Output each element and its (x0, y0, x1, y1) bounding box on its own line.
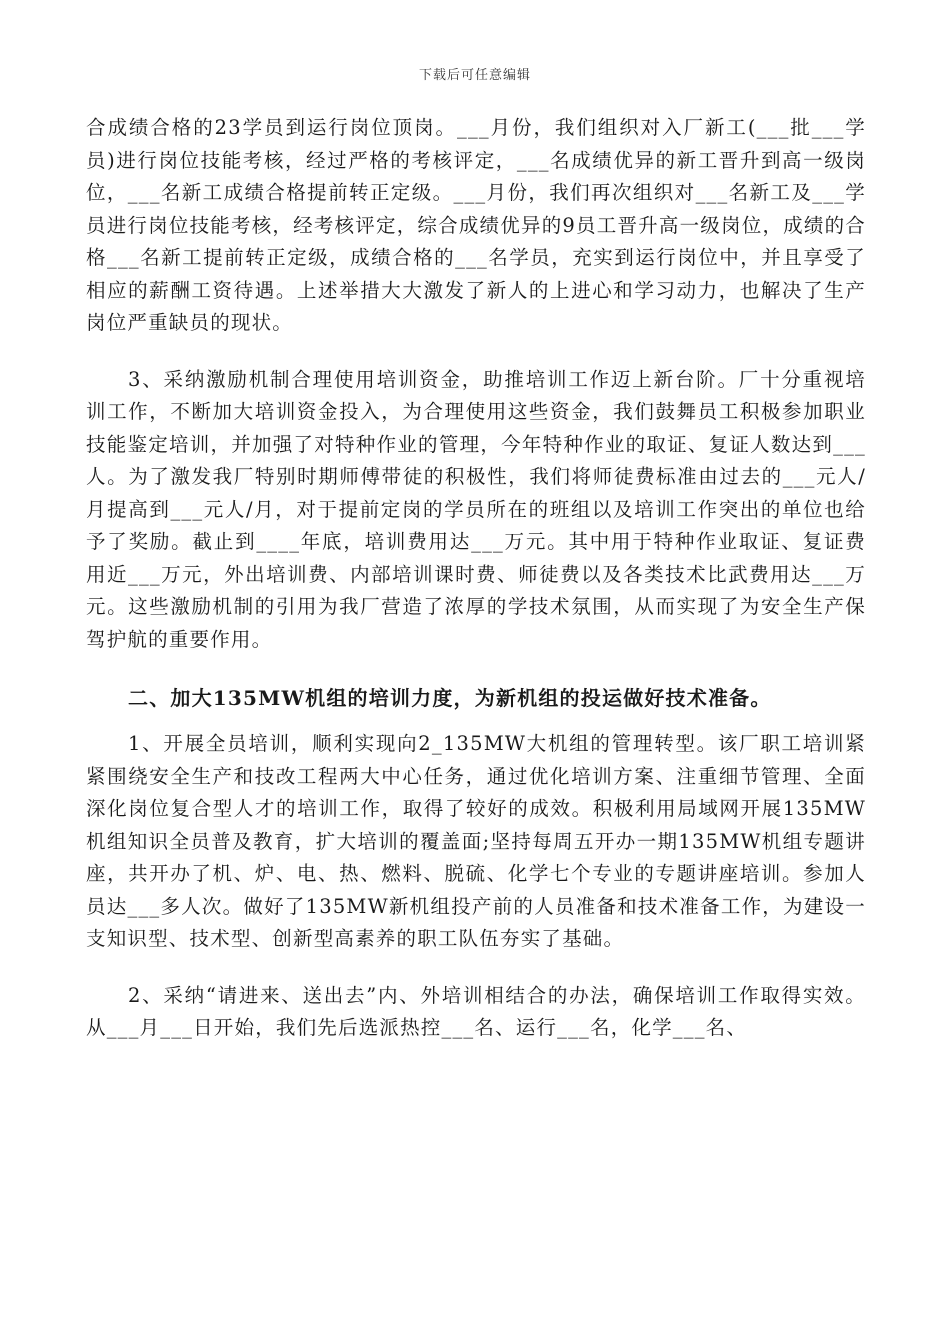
paragraph-continuation: 合成绩合格的23学员到运行岗位顶岗。___月份，我们组织对入厂新工(___批___学员)进行岗位技能考核，经过严格的考核评定，___名成绩优异的新工晋升到高一级岗位，___名新工成绩合格提前转正定级。___月份，我们再次组织对___名新工及___学员进行岗位技能考核，经考核评定，综合成绩优异的9员工晋升高一级岗位，成绩的合格___名新工提前转正定级，成绩合格的___名学员，充实到运行岗位中，并且享受了相应的薪酬工资待遇。上述举措大大激发了新人的上进心和学习动力，也解决了生产岗位严重缺员的现状。 (86, 116, 866, 334)
paragraph-internal-external-training: 2、采纳“请进来、送出去”内、外培训相结合的办法，确保培训工作取得实效。从___月___日开始，我们先后选派热控___名、运行___名，化学___名、 (86, 983, 866, 1039)
paragraph-full-staff-training: 1、开展全员培训，顺利实现向2_135MW大机组的管理转型。该厂职工培训紧紧围绕安全生产和技改工程两大中心任务，通过优化培训方案、注重细节管理、全面深化岗位复合型人才的培训工作，取得了较好的成效。积极利用局域网开展135MW机组知识全员普及教育，扩大培训的覆盖面;坚持每周五开办一期135MW机组专题讲座，共开办了机、炉、电、热、燃料、脱硫、化学七个专业的专题讲座培训。参加人员达___多人次。做好了135MW新机组投产前的人员准备和技术准备工作，为建设一支知识型、技术型、创新型高素养的职工队伍夯实了基础。 (86, 732, 866, 950)
document-body (86, 112, 866, 1045)
section-heading: 二、加大135MW机组的培训力度，为新机组的投运做好技术准备。 (128, 686, 772, 710)
paragraph-incentive-mechanism: 3、采纳激励机制合理使用培训资金，助推培训工作迈上新台阶。厂十分重视培训工作，不断加大培训资金投入，为合理使用这些资金，我们鼓舞员工积极参加职业技能鉴定培训，并加强了对特种作业的管理，今年特种作业的取证、复证人数达到___人。为了激发我厂特别时期师傅带徒的积极性，我们将师徒费标准由过去的___元人/月提高到___元人/月，对于提前定岗的学员所在的班组以及培训工作突出的单位也给予了奖励。截止到____年底，培训费用达___万元。其中用于特种作业取证、复证费用近___万元，外出培训费、内部培训课时费、师徒费以及各类技术比武费用达___万元。这些激励机制的引用为我厂营造了浓厚的学技术氛围，从而实现了为安全生产保驾护航的重要作用。 (86, 367, 866, 651)
page-header: 下载后可任意编辑 (418, 68, 531, 83)
